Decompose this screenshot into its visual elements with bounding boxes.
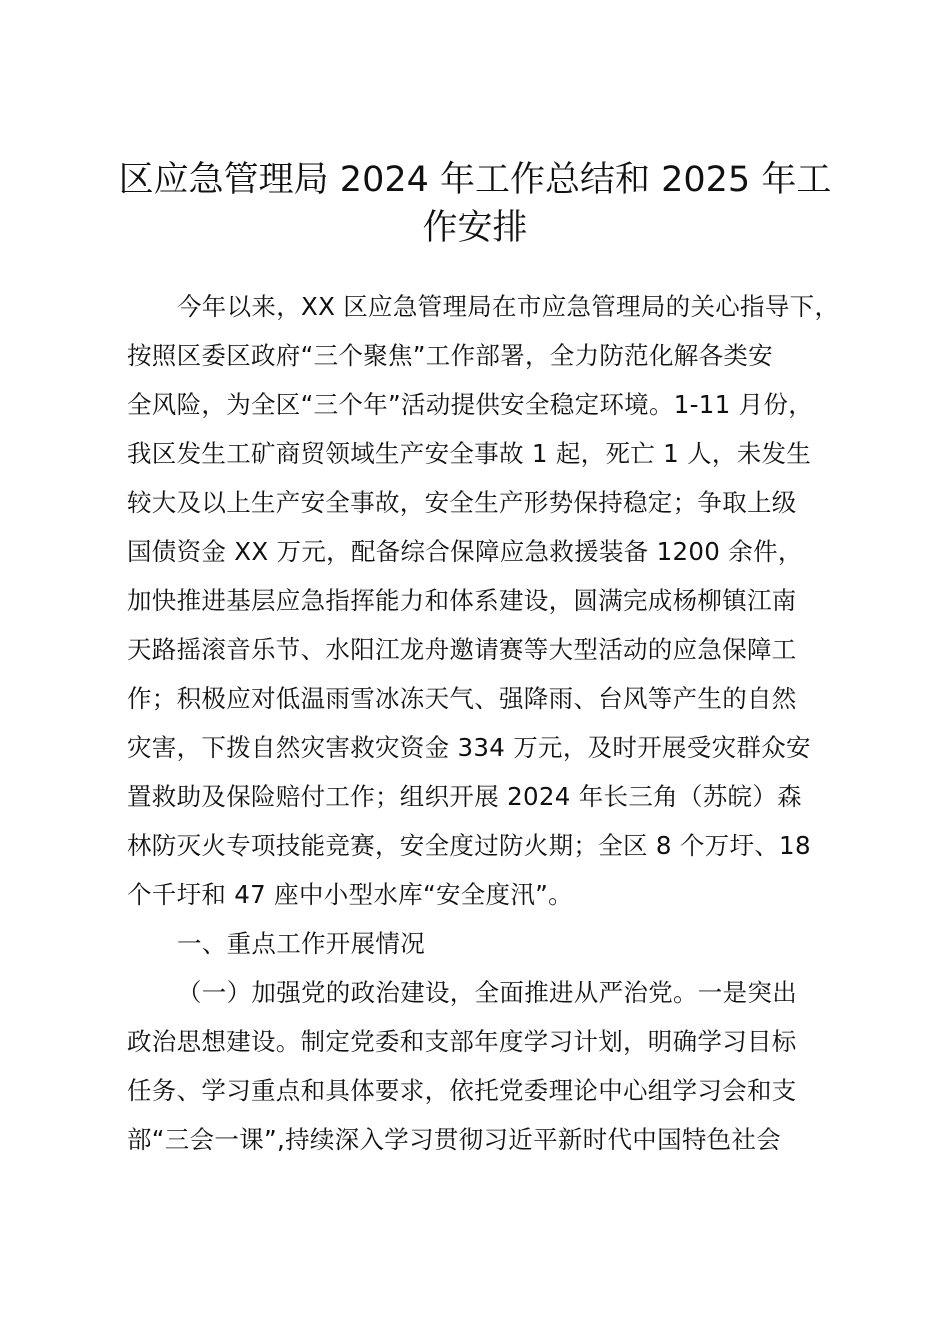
paragraph-line: 灾害，下拨自然灾害救灾资金 334 万元，及时开展受灾群众安 (127, 733, 811, 762)
paragraph-line: 置救助及保险赔付工作；组织开展 2024 年长三角（苏皖）森 (127, 782, 802, 811)
paragraph-line: 任务、学习重点和具体要求，依托党委理论中心组学习会和支 (127, 1076, 797, 1105)
section-heading: 一、重点工作开展情况 (177, 929, 425, 958)
paragraph-line: 作；积极应对低温雨雪冰冻天气、强降雨、台风等产生的自然 (127, 684, 797, 713)
paragraph-line: 政治思想建设。制定党委和支部年度学习计划，明确学习目标 (127, 1027, 797, 1056)
paragraph-line: 今年以来，XX 区应急管理局在市应急管理局的关心指导下， (177, 292, 840, 321)
paragraph-line: 按照区委区政府“三个聚焦”工作部署，全力防范化解各类安 (127, 341, 773, 370)
paragraph-line: 林防灭火专项技能竞赛，安全度过防火期；全区 8 个万圩、18 (127, 831, 811, 860)
paragraph-line: 个千圩和 47 座中小型水库“安全度汛”。 (127, 880, 573, 909)
document-title (0, 156, 950, 252)
paragraph-line: 国债资金 XX 万元，配备综合保障应急救援装备 1200 余件， (127, 537, 803, 566)
title-line-1: 区应急管理局 2024 年工作总结和 2025 年工 (118, 160, 832, 200)
paragraph-line: 部“三会一课”,持续深入学习贯彻习近平新时代中国特色社会 (127, 1125, 782, 1154)
paragraph-line: 天路摇滚音乐节、水阳江龙舟邀请赛等大型活动的应急保障工 (127, 635, 797, 664)
title-line-2: 作安排 (422, 208, 528, 248)
paragraph-line: 较大及以上生产安全事故，安全生产形势保持稳定；争取上级 (127, 488, 797, 517)
paragraph-line: （一）加强党的政治建设，全面推进从严治党。一是突出 (177, 978, 797, 1007)
paragraph-line: 加快推进基层应急指挥能力和体系建设，圆满完成杨柳镇江南 (127, 586, 797, 615)
paragraph-line: 全风险，为全区“三个年”活动提供安全稳定环境。1-11 月份， (127, 390, 814, 419)
paragraph-line: 我区发生工矿商贸领域生产安全事故 1 起，死亡 1 人，未发生 (127, 439, 812, 468)
document-body (127, 282, 847, 1164)
